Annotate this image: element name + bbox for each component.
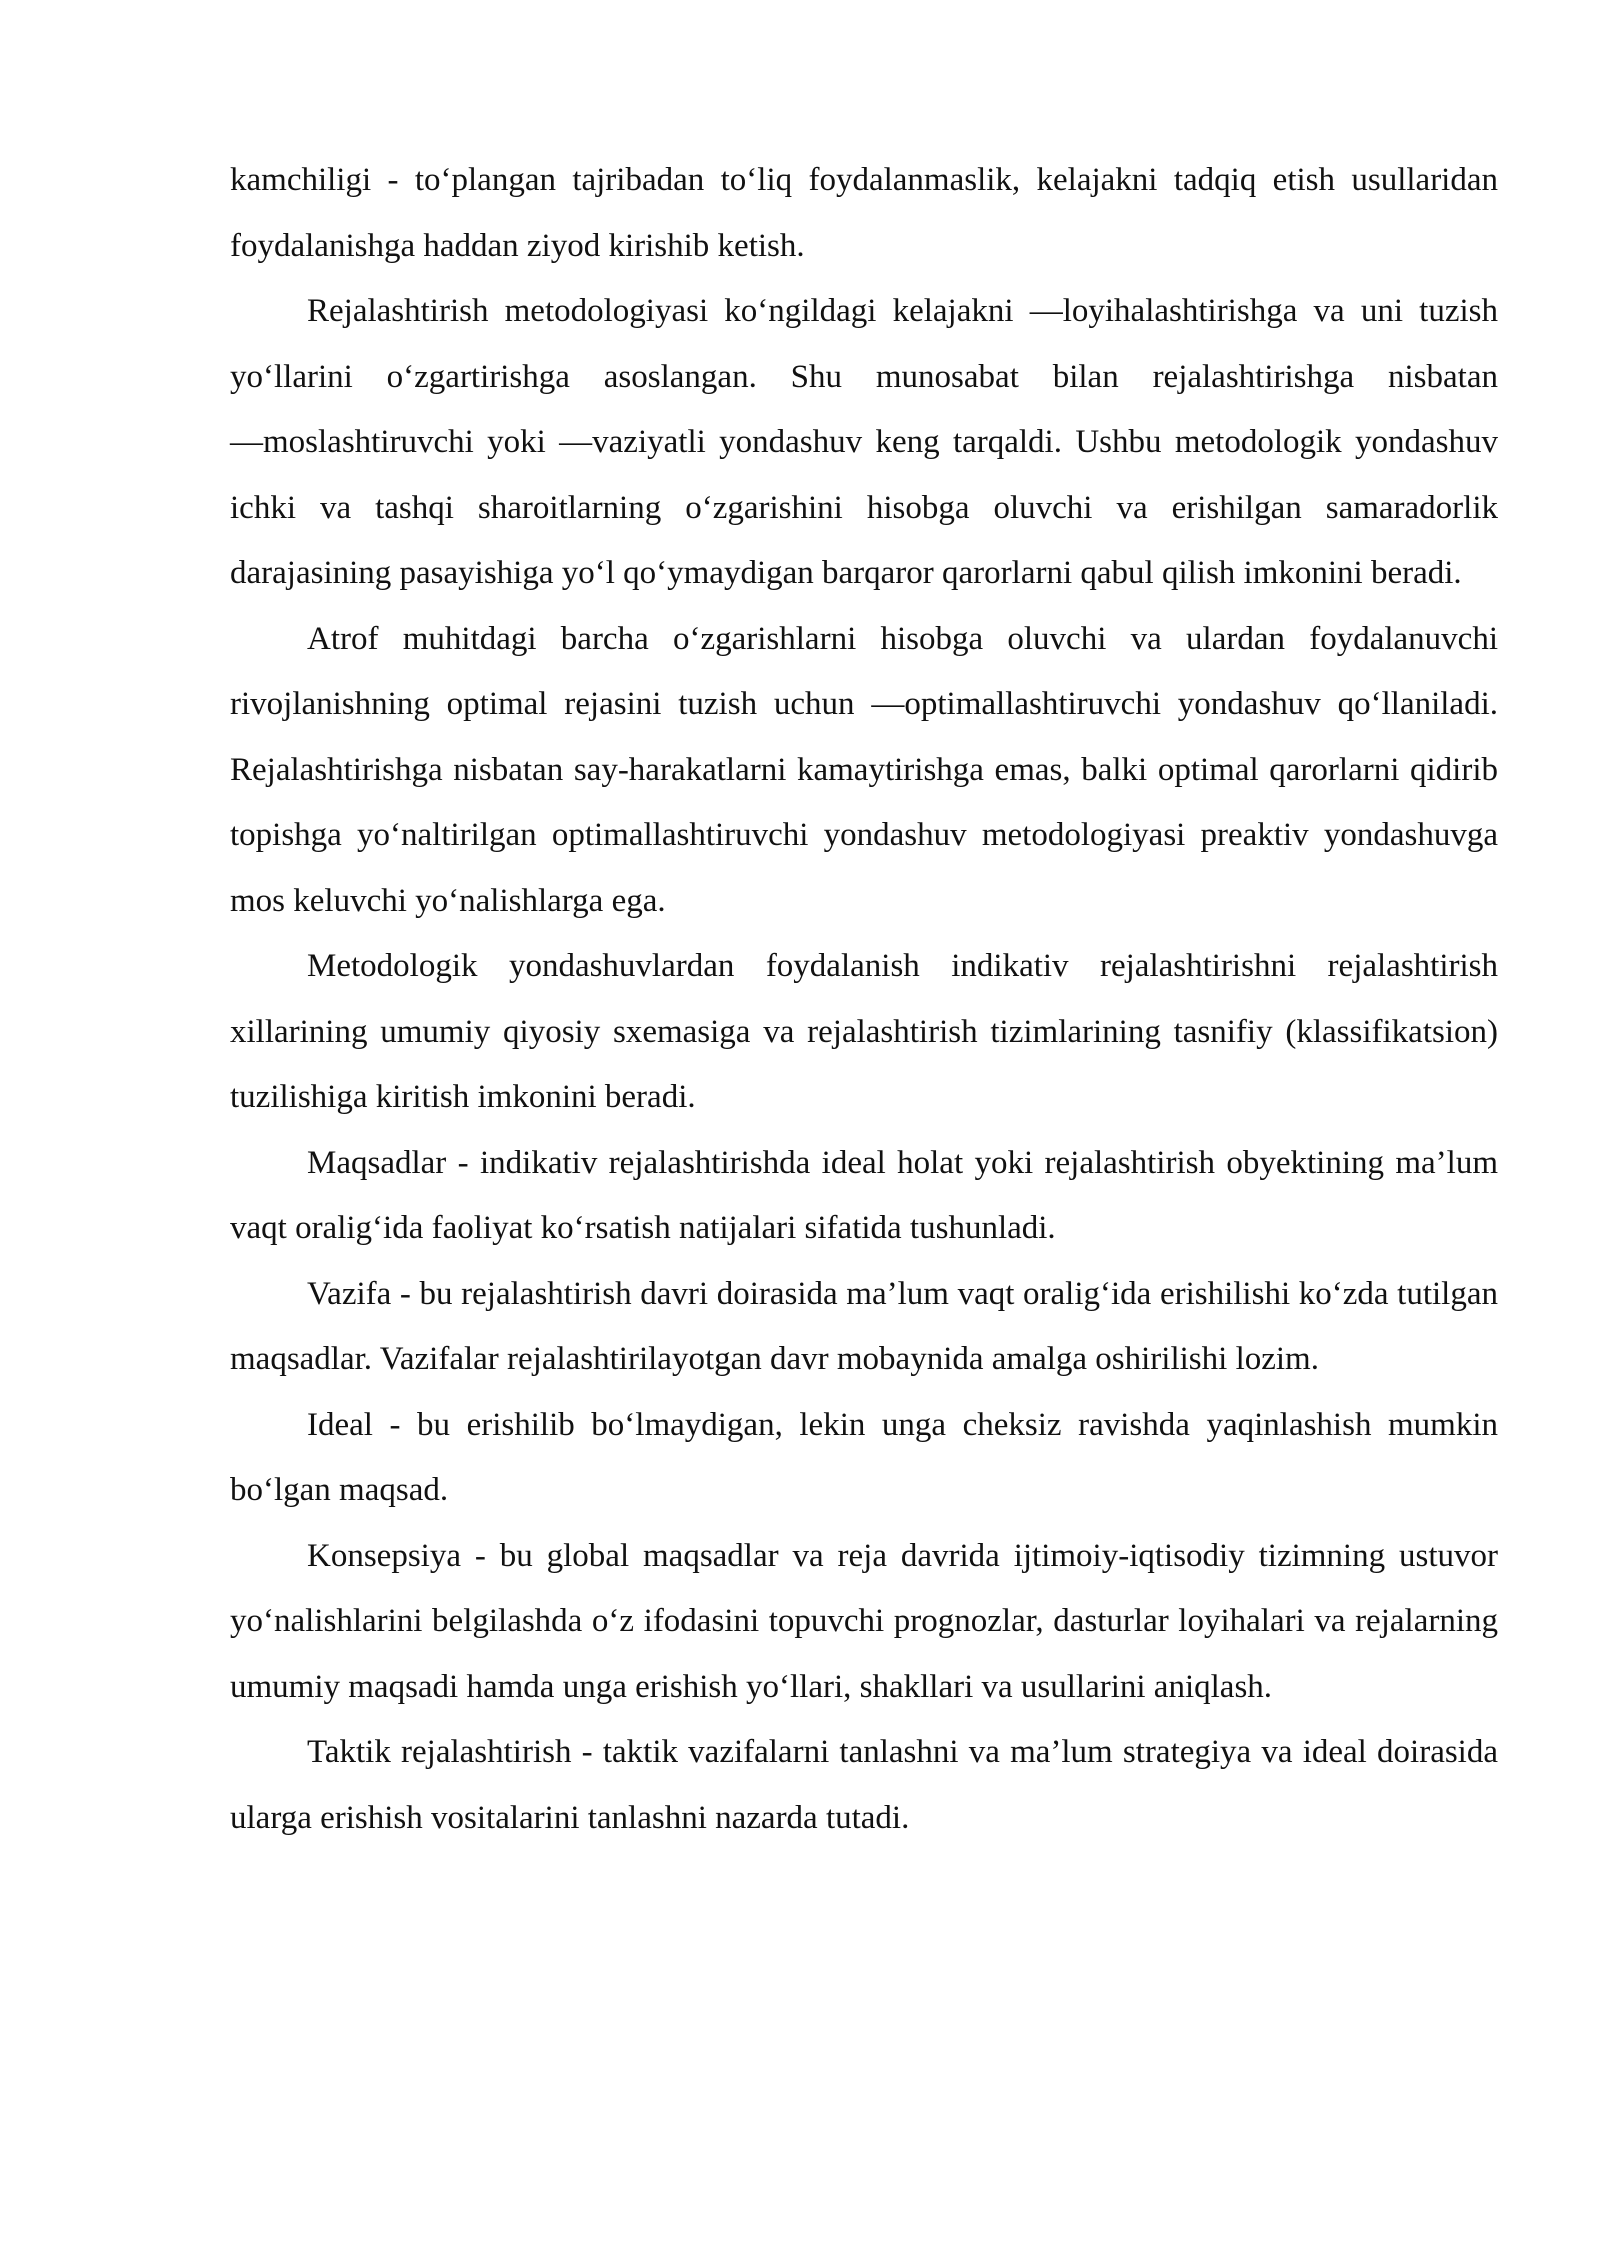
paragraph-tactical-planning-definition: Taktik rejalashtirish - taktik vazifalarni tanlashni va ma’lum strategiya va ideal doirasida ularga erishish vositalarini tanlashni nazarda tutadi. (230, 1734, 1498, 1836)
paragraph-concept-definition: Konsepsiya - bu global maqsadlar va reja davrida ijtimoiy-iqtisodiy tizimning ustuvor yo‘nalishlarini belgilashda o‘z ifodasini topuvchi prognozlar, dasturlar loyihalari va rejalarning umumiy maqsadi hamda unga erishish yo‘llari, shakllari va usullarini aniqlash. (230, 1537, 1498, 1705)
paragraph-ideal-definition: Ideal - bu erishilib bo‘lmaydigan, lekin unga cheksiz ravishda yaqinlashish mumkin bo‘lgan maqsad. (230, 1406, 1498, 1508)
paragraph-optimizing-approach: Atrof muhitdagi barcha o‘zgarishlarni hisobga oluvchi va ulardan foydalanuvchi rivojlanishning optimal rejasini tuzish uchun ―optimallashtiruvchi yondashuv qo‘llaniladi. Rejalashtirishga nisbatan say-harakatlarni kamaytirishga emas, balki optimal qarorlarni qidirib topishga yo‘naltirilgan optimallashtiruvchi yondashuv metodologiyasi preaktiv yondashuvga mos keluvchi yo‘nalishlarga ega. (230, 620, 1498, 919)
paragraph-continuation: kamchiligi - to‘plangan tajribadan to‘liq foydalanmaslik, kelajakni tadqiq etish usullaridan foydalanishga haddan ziyod kirishib ketish. (230, 162, 1498, 264)
paragraph-task-definition: Vazifa - bu rejalashtirish davri doirasida ma’lum vaqt oralig‘ida erishilishi ko‘zda tutilgan maqsadlar. Vazifalar rejalashtirilayotgan davr mobaynida amalga oshirilishi lozim. (230, 1275, 1498, 1377)
document-page (230, 148, 1498, 1851)
paragraph-methodological-approaches: Metodologik yondashuvlardan foydalanish indikativ rejalashtirishni rejalashtirish xillarining umumiy qiyosiy sxemasiga va rejalashtirish tizimlarining tasnifiy (klassifikatsion) tuzilishiga kiritish imkonini beradi. (230, 948, 1498, 1115)
paragraph-planning-methodology: Rejalashtirish metodologiyasi ko‘ngildagi kelajakni ―loyihalashtirishga va uni tuzish yo‘llarini o‘zgartirishga asoslangan. Shu munosabat bilan rejalashtirishga nisbatan ―moslashtiruvchi yoki ―vaziyatli yondashuv keng tarqaldi. Ushbu metodologik yondashuv ichki va tashqi sharoitlarning o‘zgarishini hisobga oluvchi va erishilgan samaradorlik darajasining pasayishiga yo‘l qo‘ymaydigan barqaror qarorlarni qabul qilish imkonini beradi. (230, 293, 1498, 591)
paragraph-goals-definition: Maqsadlar - indikativ rejalashtirishda ideal holat yoki rejalashtirish obyektining ma’lum vaqt oralig‘ida faoliyat ko‘rsatish natijalari sifatida tushunladi. (230, 1144, 1498, 1246)
